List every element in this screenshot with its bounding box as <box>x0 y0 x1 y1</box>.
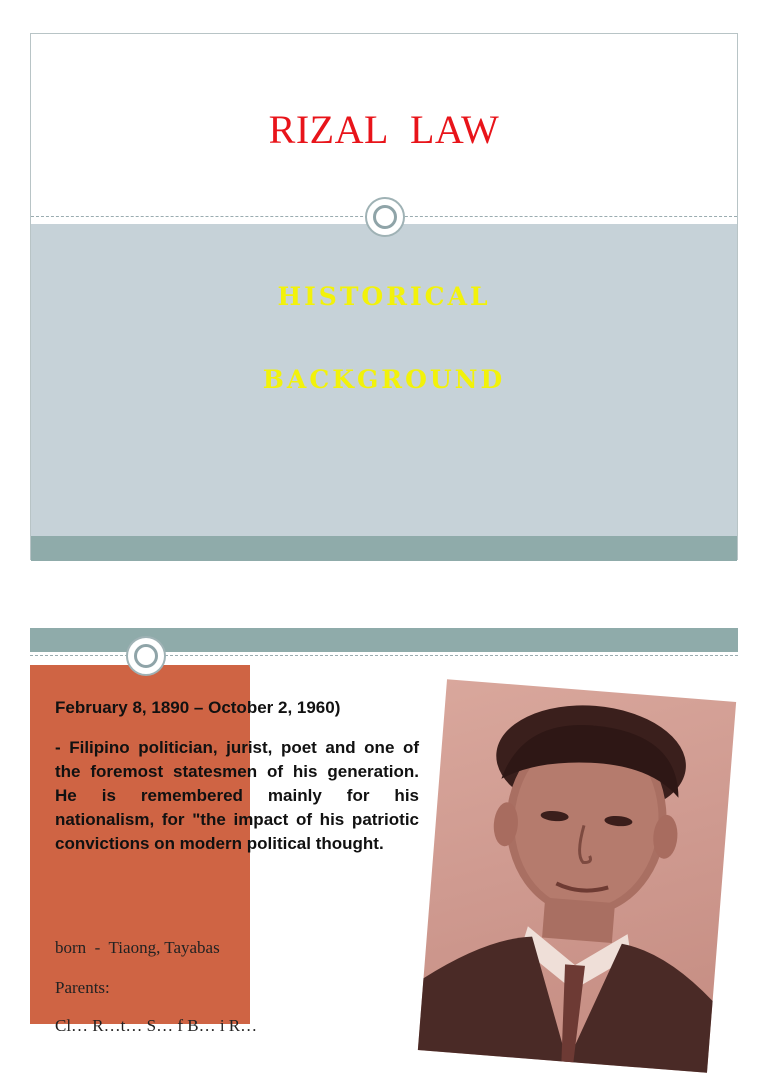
ring-ornament-icon <box>365 197 405 237</box>
birthplace-text: born - Tiaong, Tayabas <box>55 938 220 957</box>
parents-label: Parents: <box>55 978 110 997</box>
slide-bottom-bar <box>31 536 737 561</box>
portrait-photo <box>418 679 736 1073</box>
subtitle-line-2: BACKGROUND <box>262 365 506 394</box>
portrait-photo-icon <box>418 679 736 1073</box>
life-dates: February 8, 1890 – October 2, 1960) <box>55 698 341 717</box>
parents-names-partial: Cl… R…t… S… f B… i R… <box>55 1016 258 1035</box>
ring-ornament-icon <box>126 636 166 676</box>
title-slide <box>30 33 738 560</box>
subtitle-line-1: HISTORICAL <box>277 282 491 311</box>
slide-title: RIZAL LAW <box>268 107 500 152</box>
biography-text: - Filipino politician, jurist, poet and one of the foremost statesmen of his generation. He is remembered mainly for his nationalism, for "the impact of his patriotic convictions on modern political thought. <box>55 738 419 853</box>
